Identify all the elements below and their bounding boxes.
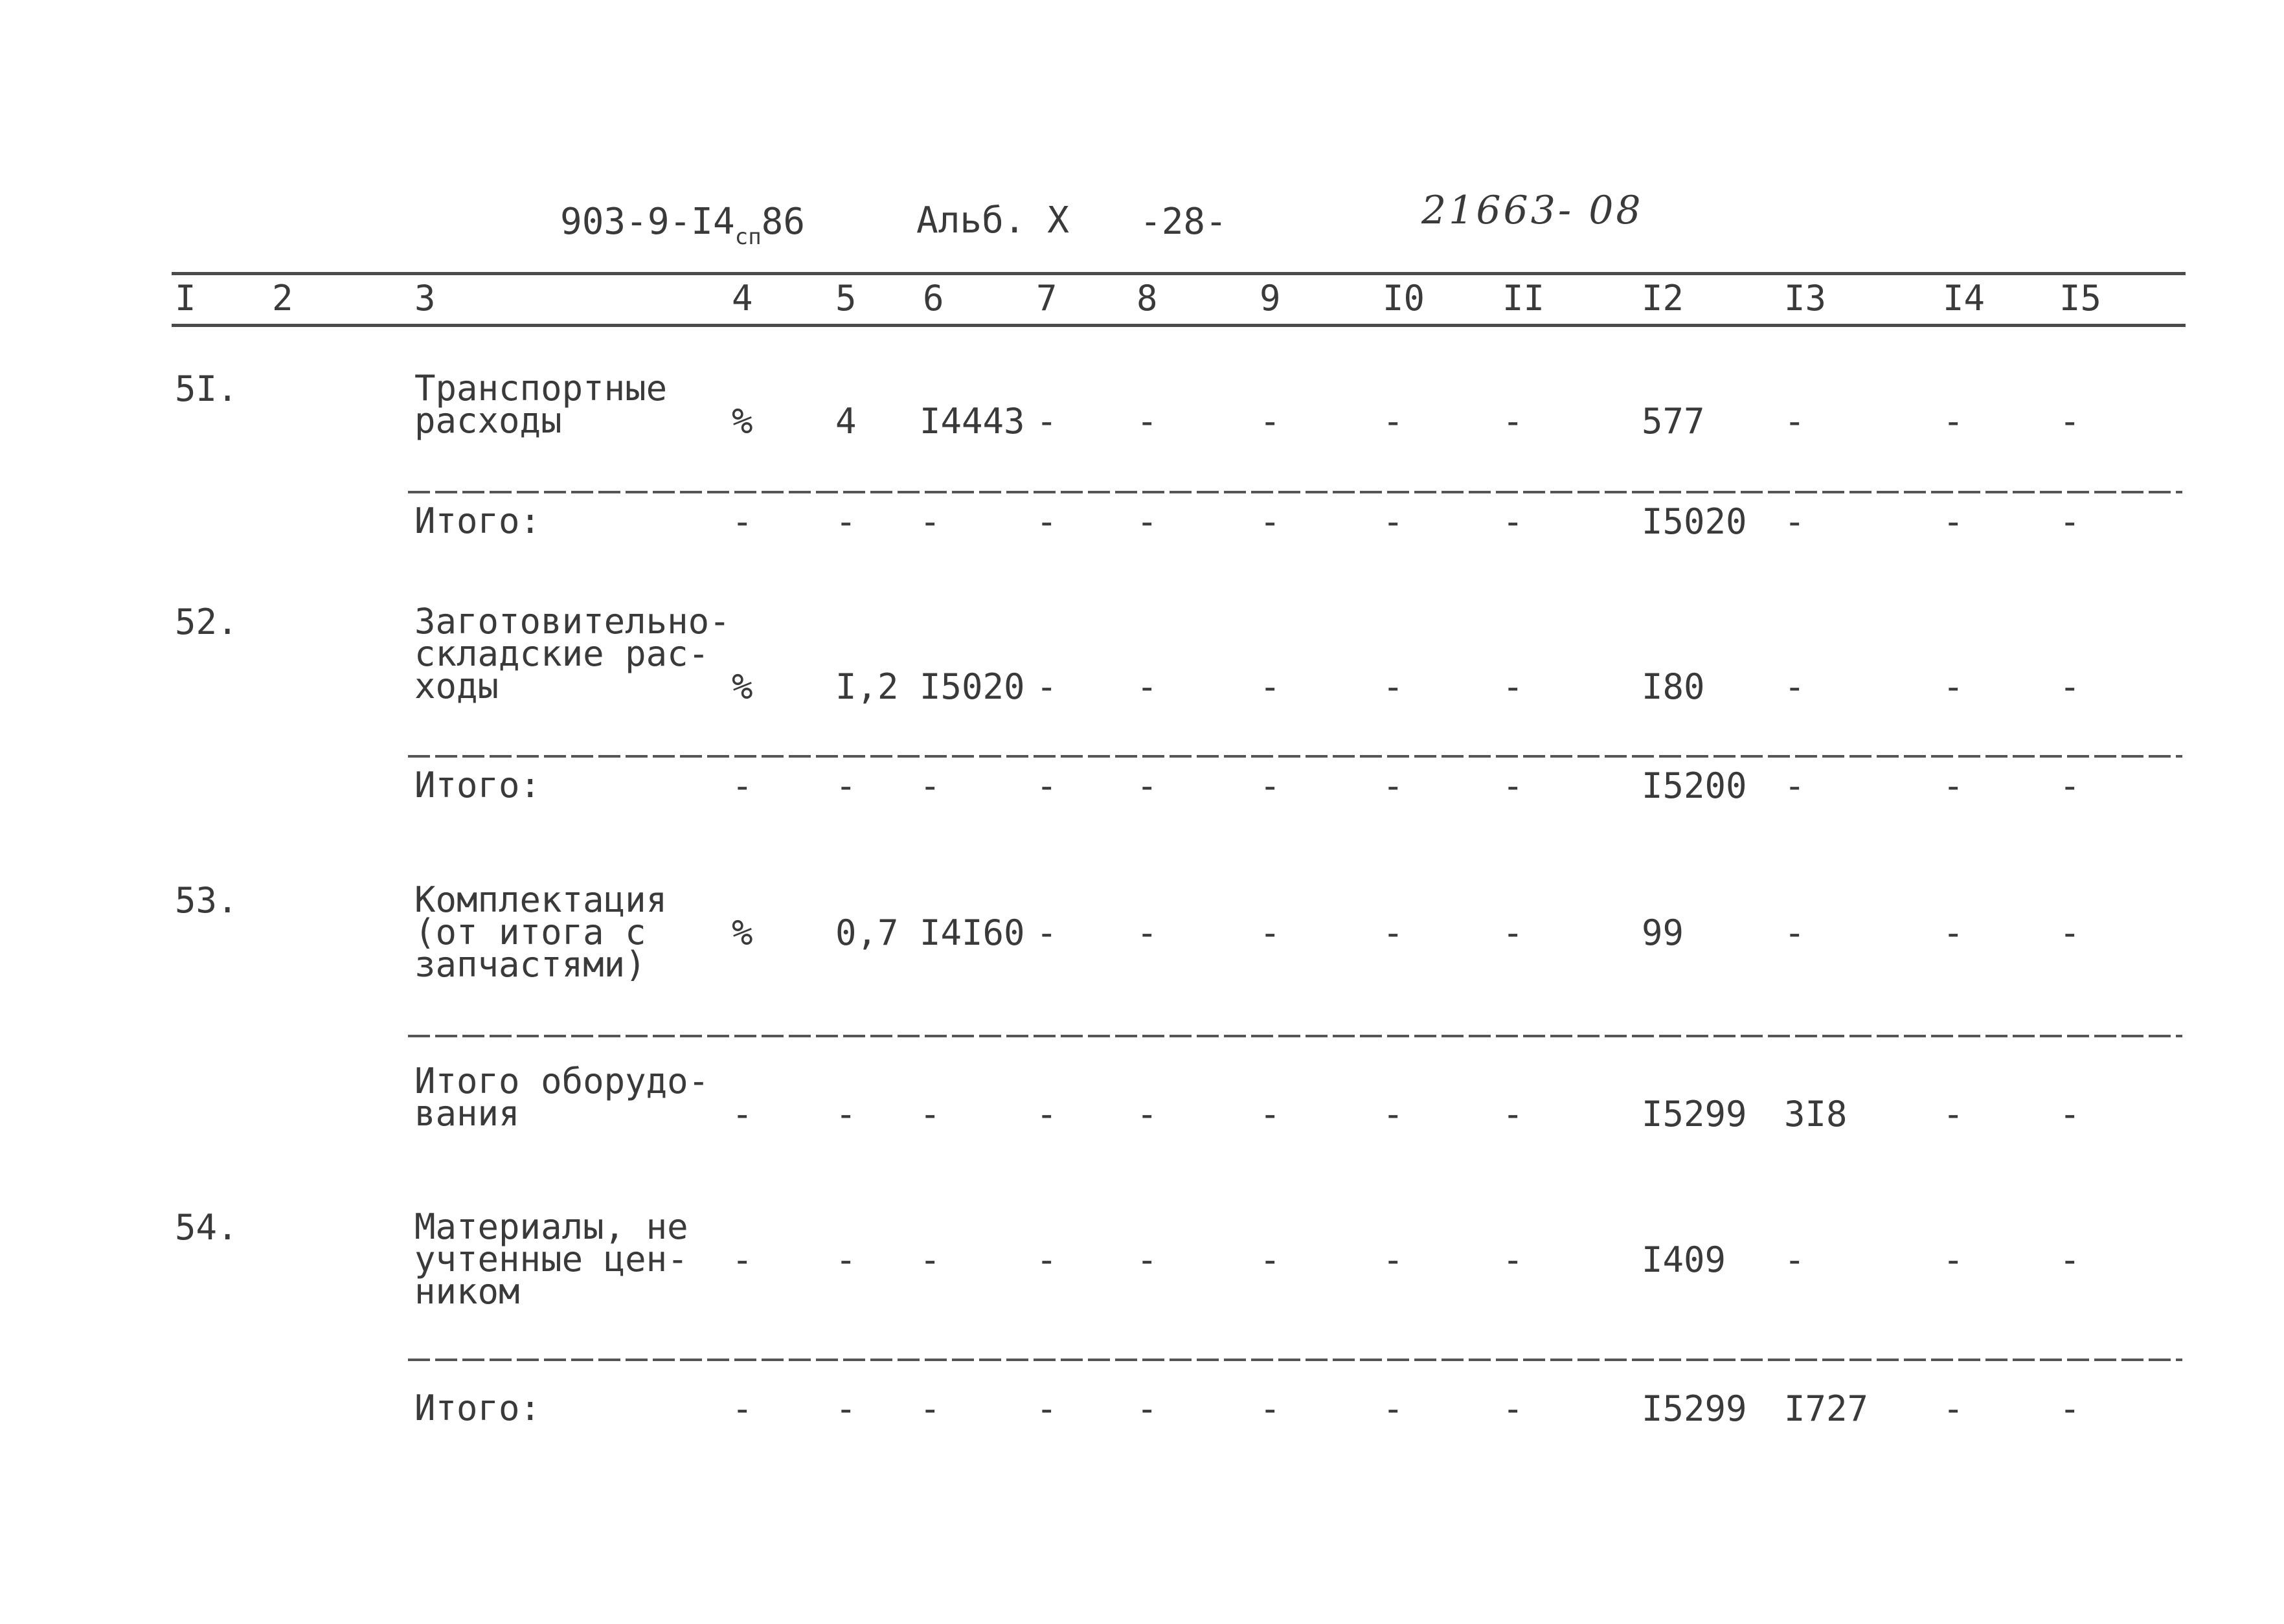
row-separator-rule xyxy=(408,755,2182,758)
cell-c14: - xyxy=(1943,765,1964,806)
cell-c12: I5299 xyxy=(1642,1388,1747,1429)
cell-c10: - xyxy=(1383,501,1404,542)
cell-c7: - xyxy=(1036,1094,1057,1134)
cell-c5: - xyxy=(835,1388,857,1429)
album-label: Альб. X xyxy=(916,199,1070,242)
cell-c10: - xyxy=(1383,1094,1404,1134)
cell-c14: - xyxy=(1943,1094,1964,1134)
cell-c5: 0,7 xyxy=(835,912,899,953)
column-header-12: I2 xyxy=(1642,278,1684,319)
row-label: Материалы, не учтенные цен- ником xyxy=(414,1206,688,1312)
cell-c13: - xyxy=(1784,666,1805,707)
cell-c9: - xyxy=(1260,765,1281,806)
column-header-1: I xyxy=(175,278,196,319)
cell-unit: % xyxy=(732,401,753,442)
cell-c12: I409 xyxy=(1642,1239,1726,1280)
cell-c13: I727 xyxy=(1784,1388,1869,1429)
cell-unit: - xyxy=(732,1239,753,1280)
cell-c11: - xyxy=(1502,501,1524,542)
column-header-3: 3 xyxy=(414,278,436,319)
cell-c13: - xyxy=(1784,401,1805,442)
cell-unit: % xyxy=(732,666,753,707)
cell-unit: - xyxy=(732,501,753,542)
cell-c11: - xyxy=(1502,1388,1524,1429)
cell-c5: 4 xyxy=(835,401,857,442)
cell-c11: - xyxy=(1502,765,1524,806)
cell-c13: - xyxy=(1784,1239,1805,1280)
cell-c15: - xyxy=(2059,912,2081,953)
row-separator-rule xyxy=(408,1035,2182,1037)
row-label: Итого: xyxy=(414,1388,541,1428)
cell-c14: - xyxy=(1943,1239,1964,1280)
cell-c6: - xyxy=(920,501,941,542)
cell-c6: - xyxy=(920,765,941,806)
row-number: 54. xyxy=(175,1207,238,1248)
row-separator-rule xyxy=(408,491,2182,493)
page-number: -28- xyxy=(1140,201,1227,243)
cell-c5: - xyxy=(835,501,857,542)
column-header-7: 7 xyxy=(1036,278,1057,319)
cell-c7: - xyxy=(1036,1388,1057,1429)
cell-c6: I4I60 xyxy=(920,912,1025,953)
cell-c7: - xyxy=(1036,401,1057,442)
cell-c8: - xyxy=(1136,765,1158,806)
table-top-rule xyxy=(172,272,2186,275)
cell-c7: - xyxy=(1036,501,1057,542)
cell-c9: - xyxy=(1260,666,1281,707)
cell-c14: - xyxy=(1943,501,1964,542)
cell-c12: 99 xyxy=(1642,912,1684,953)
cell-c11: - xyxy=(1502,912,1524,953)
cell-c11: - xyxy=(1502,1094,1524,1134)
cell-c10: - xyxy=(1383,765,1404,806)
cell-c15: - xyxy=(2059,1094,2081,1134)
column-header-5: 5 xyxy=(835,278,857,319)
cell-c14: - xyxy=(1943,401,1964,442)
cell-c11: - xyxy=(1502,401,1524,442)
archive-number: 21663- 08 xyxy=(1421,188,1644,233)
cell-c6: - xyxy=(920,1239,941,1280)
row-number: 52. xyxy=(175,602,238,642)
cell-c7: - xyxy=(1036,912,1057,953)
cell-c15: - xyxy=(2059,1239,2081,1280)
cell-c8: - xyxy=(1136,501,1158,542)
cell-c6: I5020 xyxy=(920,666,1025,707)
column-header-2: 2 xyxy=(272,278,293,319)
column-header-8: 8 xyxy=(1136,278,1158,319)
cell-c13: 3I8 xyxy=(1784,1094,1848,1134)
row-label: Итого: xyxy=(414,765,541,806)
doc-code-main: 903-9-I4 xyxy=(560,201,735,243)
column-header-14: I4 xyxy=(1943,278,1985,319)
column-header-9: 9 xyxy=(1260,278,1281,319)
cell-c9: - xyxy=(1260,1388,1281,1429)
column-header-6: 6 xyxy=(923,278,944,319)
cell-c6: - xyxy=(920,1388,941,1429)
row-label: Комплектация (от итога с запчастями) xyxy=(414,879,668,985)
cell-c13: - xyxy=(1784,501,1805,542)
cell-c7: - xyxy=(1036,1239,1057,1280)
row-label: Итого: xyxy=(414,501,541,541)
column-header-15: I5 xyxy=(2059,278,2102,319)
column-header-11: II xyxy=(1502,278,1545,319)
cell-c8: - xyxy=(1136,1388,1158,1429)
doc-code-year: 86 xyxy=(761,201,806,243)
doc-code xyxy=(560,201,806,250)
cell-unit: - xyxy=(732,1388,753,1429)
doc-code-sub: сп xyxy=(734,224,762,250)
cell-c6: I4443 xyxy=(920,401,1025,442)
cell-c15: - xyxy=(2059,501,2081,542)
cell-c14: - xyxy=(1943,1388,1964,1429)
cell-c14: - xyxy=(1943,912,1964,953)
cell-c5: - xyxy=(835,765,857,806)
cell-c10: - xyxy=(1383,666,1404,707)
column-header-bottom-rule xyxy=(172,324,2186,327)
cell-c10: - xyxy=(1383,1239,1404,1280)
cell-c10: - xyxy=(1383,401,1404,442)
cell-c11: - xyxy=(1502,666,1524,707)
cell-unit: - xyxy=(732,1094,753,1134)
cell-c12: I5200 xyxy=(1642,765,1747,806)
column-header-13: I3 xyxy=(1784,278,1827,319)
cell-c13: - xyxy=(1784,912,1805,953)
cell-c10: - xyxy=(1383,912,1404,953)
row-separator-rule xyxy=(408,1359,2182,1361)
cell-c5: - xyxy=(835,1094,857,1134)
cell-c6: - xyxy=(920,1094,941,1134)
cell-c8: - xyxy=(1136,401,1158,442)
cell-c15: - xyxy=(2059,666,2081,707)
cell-c14: - xyxy=(1943,666,1964,707)
cell-c12: I5020 xyxy=(1642,501,1747,542)
cell-c15: - xyxy=(2059,401,2081,442)
cell-c10: - xyxy=(1383,1388,1404,1429)
row-number: 53. xyxy=(175,880,238,921)
cell-c5: I,2 xyxy=(835,666,899,707)
column-header-4: 4 xyxy=(732,278,753,319)
cell-c9: - xyxy=(1260,501,1281,542)
cell-c8: - xyxy=(1136,1094,1158,1134)
cell-c8: - xyxy=(1136,1239,1158,1280)
cell-c12: 577 xyxy=(1642,401,1705,442)
cell-c8: - xyxy=(1136,912,1158,953)
cell-c7: - xyxy=(1036,765,1057,806)
cell-c9: - xyxy=(1260,1094,1281,1134)
cell-c15: - xyxy=(2059,1388,2081,1429)
cell-c12: I80 xyxy=(1642,666,1705,707)
cell-c8: - xyxy=(1136,666,1158,707)
cell-c9: - xyxy=(1260,401,1281,442)
cell-c9: - xyxy=(1260,912,1281,953)
cell-c13: - xyxy=(1784,765,1805,806)
cell-c15: - xyxy=(2059,765,2081,806)
cell-c7: - xyxy=(1036,666,1057,707)
row-label: Итого оборудо- вания xyxy=(414,1061,710,1134)
cell-unit: - xyxy=(732,765,753,806)
row-number: 5I. xyxy=(175,368,238,409)
cell-c12: I5299 xyxy=(1642,1094,1747,1134)
cell-unit: % xyxy=(732,912,753,953)
row-label: Транспортные расходы xyxy=(414,368,668,441)
cell-c5: - xyxy=(835,1239,857,1280)
cell-c11: - xyxy=(1502,1239,1524,1280)
column-header-10: I0 xyxy=(1383,278,1425,319)
row-label: Заготовительно- складские рас- ходы xyxy=(414,601,730,706)
cell-c9: - xyxy=(1260,1239,1281,1280)
